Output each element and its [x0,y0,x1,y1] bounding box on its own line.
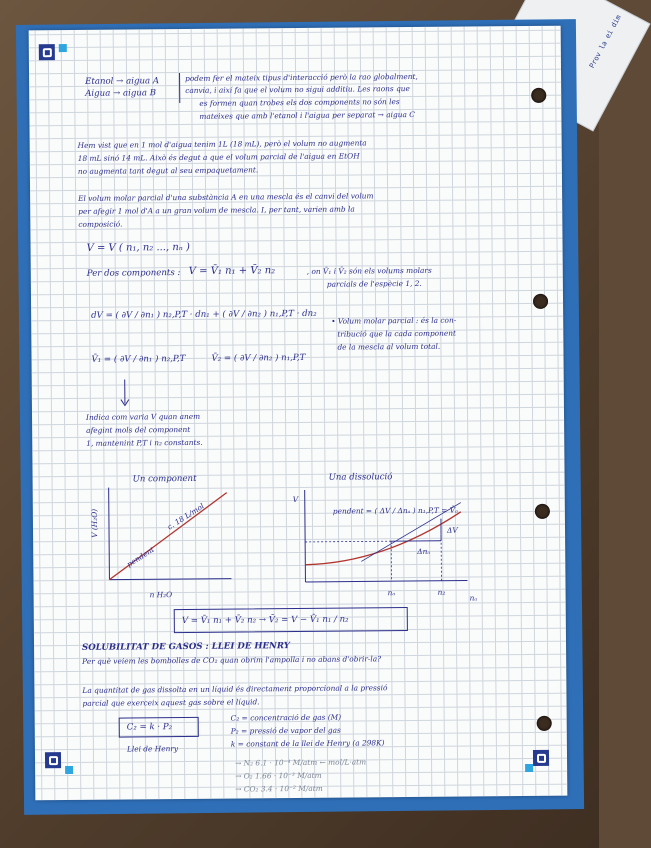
henry-formula: C₂ = k · P₂ [126,722,173,733]
logo-square-icon [65,766,73,774]
graph-right-chart [301,488,472,589]
para2-line-3: composició. [78,219,123,229]
henry-law-line-2: parcial que exerceix aquest gas sobre el líquid. [82,697,260,708]
note-line-2: tribució que la cada component [337,328,457,339]
henry-label: Llei de Henry [126,744,179,754]
henry-def-2: P₂ = pressió de vapor del gas [230,725,341,736]
punch-hole-icon [533,294,548,309]
graph-right-ylabel: V [292,495,299,505]
punch-hole-icon [535,504,550,519]
brace-line [179,73,180,103]
two-component-equation: V = V̄₁ n₁ + V̄₂ n₂ [188,265,276,277]
graph-right-dv-label: ΔV [446,525,458,535]
intro-left-1: Etanol → aigua A [85,76,160,87]
graph-right-tick-1: nₐ [387,588,396,598]
differential-equation: dV = ( ∂V / ∂n₁ ) n₂,P,T · dn₁ + ( ∂V / ∂n₂ ) n₁,P,T · dn₂ [91,308,317,321]
section-heading: SOLUBILITAT DE GASOS : LLEI DE HENRY [81,641,290,653]
boxed-formula: V = V̄₁ n₁ + V̄₂ n₂ → V̄₂ = V − V̄₁ n₁ / n₂ [181,614,349,627]
section-question: Per què veiem les bombolles de CO₂ quan obrim l'ampolla i no abans d'obrir-la? [82,654,382,666]
logo-square-icon [525,764,533,772]
intro-line-1: podem fer el mateix tipus d'interacció però la rao globalment, [185,71,418,83]
logo-icon [45,752,61,768]
graph-right-xlabel: nₐ [469,593,478,603]
corner-text: Prov la ei dim [587,13,623,70]
para1-line-3: no augmenta tant degut al seu empaquetament. [77,165,259,176]
intro-line-4: mateixes que amb l'etanol i l'aigua per separat → aigua C [199,109,415,121]
notebook-page [29,26,568,801]
graph-right-curve [305,512,461,565]
graph-left-chart [105,487,236,588]
henry-law-line-1: La quantitat de gas dissolta en un líquid és directament proporcional a la pressió [82,683,388,695]
note-line-1: • Volum molar parcial : és la con- [331,315,457,326]
two-component-on: , on V̄₁ i V̄₂ són els volums molars [306,265,432,276]
note-line-3: de la mescla al volum total. [337,341,441,352]
down-arrow-icon [120,379,130,409]
indicates-line-1: Indica com varia V quan anem [85,411,201,422]
logo-icon [39,44,55,60]
graph-left-xlabel: n H₂O [149,590,173,600]
graph-left-curve-label: c. 18 L/mol [165,501,206,532]
intro-line-2: canvia, i així fa que el volum no sigui additiu. Les raons que [185,84,410,95]
henry-table-1: → N₂ 6.1 · 10⁻⁴ M/atm ← mol/L·atm [235,757,367,768]
intro-left-2: Aigua → aigua B [85,88,157,99]
v2-partial: V̄₂ = ( ∂V / ∂n₂ ) n₁,P,T [211,352,306,364]
graph-right-dn-label: Δnₐ [417,546,431,556]
intro-line-3: es formen quan trobes els dos components no són les [199,97,400,108]
indicates-line-3: 1, mantenint P,T i n₂ constants. [86,437,203,448]
graph-left-line [109,493,228,580]
graph-left-y-axis [109,488,110,580]
henry-def-3: k = constant de la llei de Henry (a 298K) [230,738,385,749]
logo-square-icon [59,44,67,52]
para1-line-2: 18 mL sinó 14 mL. Això és degut a que el volum parcial de l'aigua en EtOH [77,151,360,163]
v1-partial: V̄₁ = ( ∂V / ∂n₁ ) n₂,P,T [91,353,186,365]
logo-icon [533,750,549,766]
graph-right-title: Una dissolució [328,472,393,483]
graph-left-slope-label: pendent [125,544,156,569]
two-component-2: parcials de l'espècie 1, 2. [326,278,422,289]
punch-hole-icon [531,88,546,103]
graph-right-y-axis [305,490,306,582]
graph-right-slope-text: pendent = ( ΔV / Δnₐ ) n₁,P,T = V̄ₐ [332,505,458,516]
graph-left-ylabel: V (H₂O) [89,508,100,538]
graph-right-x-axis [305,581,467,582]
para2-line-2: per afegir 1 mol d'A a un gran volum de mescla. I, per tant, varien amb la [78,204,355,216]
henry-def-1: C₂ = concentració de gas (M) [230,712,342,723]
two-component-lead: Per dos components : [86,268,181,279]
volume-definition: V = V ( n₁, n₂ ..., nₙ ) [86,241,190,254]
graph-left-x-axis [109,579,231,580]
henry-table-3: → CO₂ 3.4 · 10⁻² M/atm [235,783,323,794]
punch-hole-icon [537,716,552,731]
graph-right-tick-2: n₂ [437,587,446,597]
indicates-line-2: afegint mols del component [86,424,191,435]
graph-right-guide-3 [305,541,391,542]
henry-table-2: → O₂ 1.66 · 10⁻³ M/atm [235,770,322,781]
para1-line-1: Hem vist que en 1 mol d'aigua tenim 1L (18 mL), però el volum no augmenta [77,138,367,150]
graph-left-title: Un component [132,473,197,485]
para2-line-1: El volum molar parcial d'una substància A en una mescla és el canvi del volum [78,191,374,203]
